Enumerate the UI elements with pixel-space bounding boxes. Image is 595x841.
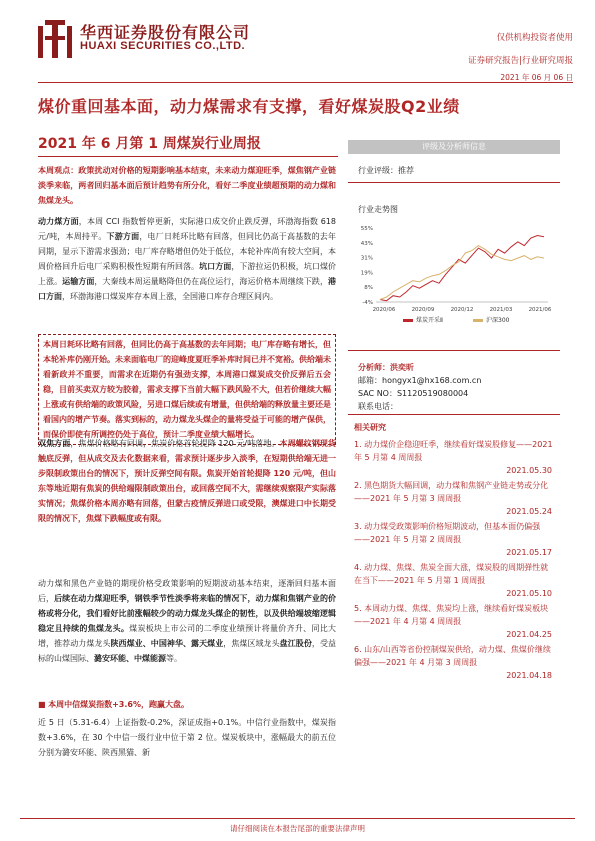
text-run: ，受益标的山煤国际、 xyxy=(38,639,337,663)
y-tick-label: 43% xyxy=(360,240,373,247)
header-divider xyxy=(38,82,573,83)
related-date-4: 2021.05.10 xyxy=(506,589,552,598)
huaxi-logo-icon xyxy=(38,20,72,58)
view-paragraph xyxy=(38,163,336,208)
series-line-2 xyxy=(380,246,544,300)
legend-label: 煤炭开采Ⅱ xyxy=(416,317,443,324)
rating-analyst-header: 评级及分析师信息 xyxy=(348,140,560,154)
index-paragraph xyxy=(38,715,336,760)
related-item-2[interactable]: 2. 黑色期货大幅回调，动力煤和焦钢产业链走势或分化——2021 年 5 月第 3 周周报 xyxy=(354,481,549,503)
side-divider-3 xyxy=(348,414,560,415)
related-date-2: 2021.05.24 xyxy=(506,507,552,516)
text-run: 运输方面 xyxy=(62,277,95,286)
x-tick-label: 2021/03 xyxy=(489,307,513,313)
legal-footer: 请仔细阅读在本报告尾部的重要法律声明 xyxy=(230,824,365,833)
related-date-6: 2021.04.18 xyxy=(506,671,552,680)
report-subtitle: 2021 年 6 月第 1 周煤炭行业周报 xyxy=(38,136,261,152)
thermal-coal-highlight-box xyxy=(38,334,336,445)
text-run: ，本周 CCI 指数暂停更新，实际港口成交价止跌反弹，环渤海指数 618 元/吨，本周持平。 xyxy=(38,217,336,241)
related-item-6[interactable]: 6. 山东/山西等省份控制煤炭供给，动力煤、焦煤价继续偏强——2021 年 4 月第 3 周周报 xyxy=(354,645,551,667)
text-run: 本周中信煤炭指数+3.6%，跑赢大盘。 xyxy=(48,700,189,709)
audience-note: 仅供机构投资者使用 xyxy=(496,33,573,43)
analyst-contact: 联系电话： xyxy=(358,402,398,411)
text-run: ，下游拉运仍积极，坑口煤价上涨。 xyxy=(38,262,337,286)
text-run: 本周日耗环比略有回落，但同比仍高于高基数的去年同期；电厂库存略有增长，但本轮补库仍刚开始。未来面临电厂的迎峰度夏旺季补库时间已并不宽裕。供给端未看新政并不重要，而需求在近期仍有强劲支撑，本周港口煤炭成交价反弹后五会稳，目前买卖双方较为胶着，需求支撑下当前大幅下跌风险不大，但若价继续大幅上涨或有供给端的政策风险，另进口煤后续或有增量，但供给端的释放量主要还是看国内的增产节奏。落实到标的，动力煤龙头煤企的量将受益于可能的增产保供，而保价即使有所调控仍处于高位，预计二季度业绩大幅增长。 xyxy=(43,340,331,439)
text-run: 陕西煤业、中国神华、露天煤业 xyxy=(110,639,224,648)
related-date-1: 2021.05.30 xyxy=(506,466,552,475)
text-run: 本周螺纹钢现货触底反弹，但从成交及去化数据来看，需求预计逐步步入淡季，在短期供给端无进一步限制政策出台的情况下，预计反弹空间有限。焦炭开始首轮提降 120 元/吨，但山东等地近期有焦炭的供给端限制政策出台，或回落空间不大，需继续观察限产实际落实情况；焦煤价格本周亦略有回落，但蒙古疫情反弹进口或受限，澳煤进口中长期受限的情况下，焦煤下跌幅度或有限。 xyxy=(38,439,336,523)
side-divider xyxy=(348,182,560,183)
series-line-1 xyxy=(380,236,544,301)
company-name-en: HUAXI SECURITIES CO.,LTD. xyxy=(80,40,246,52)
text-run: 本周观点：政策扰动对价格的短期影响基本结束，未来动力煤迎旺季，煤焦钢产业链淡季来临，两者回归基本面后预计趋势有所分化，看好二季度业绩超预期的动力煤和焦煤龙头。 xyxy=(38,166,336,205)
y-tick-label: 8% xyxy=(364,285,373,292)
text-run: 双焦方面 xyxy=(38,439,71,448)
footer-divider xyxy=(20,818,575,819)
thermal-coal-paragraph xyxy=(38,214,336,304)
y-tick-label: 19% xyxy=(360,270,373,277)
company-name-cn: 华西证券股份有限公司 xyxy=(80,23,251,42)
related-item-4[interactable]: 4. 动力煤、焦煤、焦炭全面大涨，煤炭股的周期弹性就在当下——2021 年 5 月第 1 周周报 xyxy=(354,563,549,585)
text-run: 下游方面 xyxy=(106,232,140,241)
text-run: 坑口方面 xyxy=(199,262,232,271)
text-run: ，电厂日耗环比略有回落，但同比仍高于高基数的去年同期，显示下游需求强劲；电厂库存略增但仍处于低位，本轮补库尚有较大空间，本周价格回升后电厂采购积极性短期有所回落。 xyxy=(38,232,337,271)
x-tick-label: 2020/06 xyxy=(372,307,396,313)
analyst-name: 分析师：洪奕昕 xyxy=(358,363,414,372)
text-run: 潞安环能、中煤能源 xyxy=(94,654,166,663)
chart-label: 行业走势图 xyxy=(358,205,398,214)
coking-coal-paragraph xyxy=(38,436,336,526)
report-type: 证券研究报告|行业研究周报 xyxy=(468,56,573,66)
text-run: 动力煤和黑色产业链的期现价格受政策影响的短期波动基本结束，逐渐回归基本面后， xyxy=(38,579,336,603)
index-bullet xyxy=(38,697,336,712)
subtitle-divider xyxy=(38,156,338,157)
text-run: ，大秦线本周运量略降但仍在高位运行，海运价格本周继续下跌， xyxy=(94,277,329,286)
report-date: 2021 年 06 月 06 日 xyxy=(500,73,573,82)
text-run: ，焦煤价格略有回调，焦炭价格首轮提降 120 元/吨落地。 xyxy=(70,439,280,448)
text-run: 煤炭板块上市公司的二季度业绩预计将量价齐升、同比大增，推荐动力煤龙头 xyxy=(38,624,337,648)
text-run: 后续在动力煤迎旺季，钢铁季节性淡季将来临的情况下，动力煤和焦钢产业的价格或将分化，我们看好比前涨幅较少的动力煤龙头煤企的韧性，以及供给端坡缩逻辑稳定且持续的焦煤龙头。 xyxy=(38,594,337,633)
text-run: 动力煤方面 xyxy=(38,217,79,226)
industry-rating: 行业评级：推荐 xyxy=(358,166,414,175)
related-research-title: 相关研究 xyxy=(354,423,386,432)
related-date-3: 2021.05.17 xyxy=(506,548,552,557)
legend-swatch xyxy=(473,319,483,322)
x-tick-label: 2021/06 xyxy=(528,307,552,313)
y-tick-label: -4% xyxy=(362,300,373,306)
related-item-3[interactable]: 3. 动力煤受政策影响价格短期波动，但基本面仍偏强——2021 年 5 月第 2 周周报 xyxy=(354,522,541,544)
text-run: 等。 xyxy=(166,654,182,663)
side-divider-2 xyxy=(348,350,560,351)
text-run: ，环渤海港口煤炭库存本周上涨，全国港口库存合理区间内。 xyxy=(62,292,278,301)
text-run: ，焦煤区域龙头 xyxy=(223,639,280,648)
y-tick-label: 55% xyxy=(360,226,373,232)
y-tick-label: 31% xyxy=(360,255,373,262)
bullet-icon: ■ xyxy=(38,700,49,709)
industry-trend-chart xyxy=(348,220,560,335)
report-title: 煤价重回基本面，动力煤需求有支撑，看好煤炭股Q2业绩 xyxy=(38,97,460,116)
related-item-1[interactable]: 1. 动力煤价企稳迎旺季，继续看好煤炭股修复——2021 年 5 月第 4 周周报 xyxy=(354,440,553,462)
analyst-email[interactable]: 邮箱：hongyx1@hx168.com.cn xyxy=(358,376,482,385)
text-run: 近 5 日（5.31-6.4）上证指数-0.2%，深证成指+0.1%。中信行业指数中，煤炭指数+3.6%，在 30 个中信一级行业中位于第 2 位。煤炭板块中，涨幅最大的前五位分别为潞安环能、陕西黑猫、新 xyxy=(38,718,336,757)
text-run: 盘江股份 xyxy=(279,639,312,648)
legend-swatch xyxy=(403,319,413,322)
legend-label: 沪深300 xyxy=(486,317,510,324)
related-item-5[interactable]: 5. 本周动力煤、焦煤、焦炭均上涨，继续看好煤炭板块——2021 年 4 月第 4 周周报 xyxy=(354,604,549,626)
related-date-5: 2021.04.25 xyxy=(506,630,552,639)
analyst-sac: SAC NO：S1120519080004 xyxy=(358,389,469,398)
text-run: 港口方面 xyxy=(38,277,337,301)
x-tick-label: 2020/09 xyxy=(411,307,435,313)
conclusion-paragraph xyxy=(38,576,336,666)
x-tick-label: 2020/12 xyxy=(450,307,474,313)
